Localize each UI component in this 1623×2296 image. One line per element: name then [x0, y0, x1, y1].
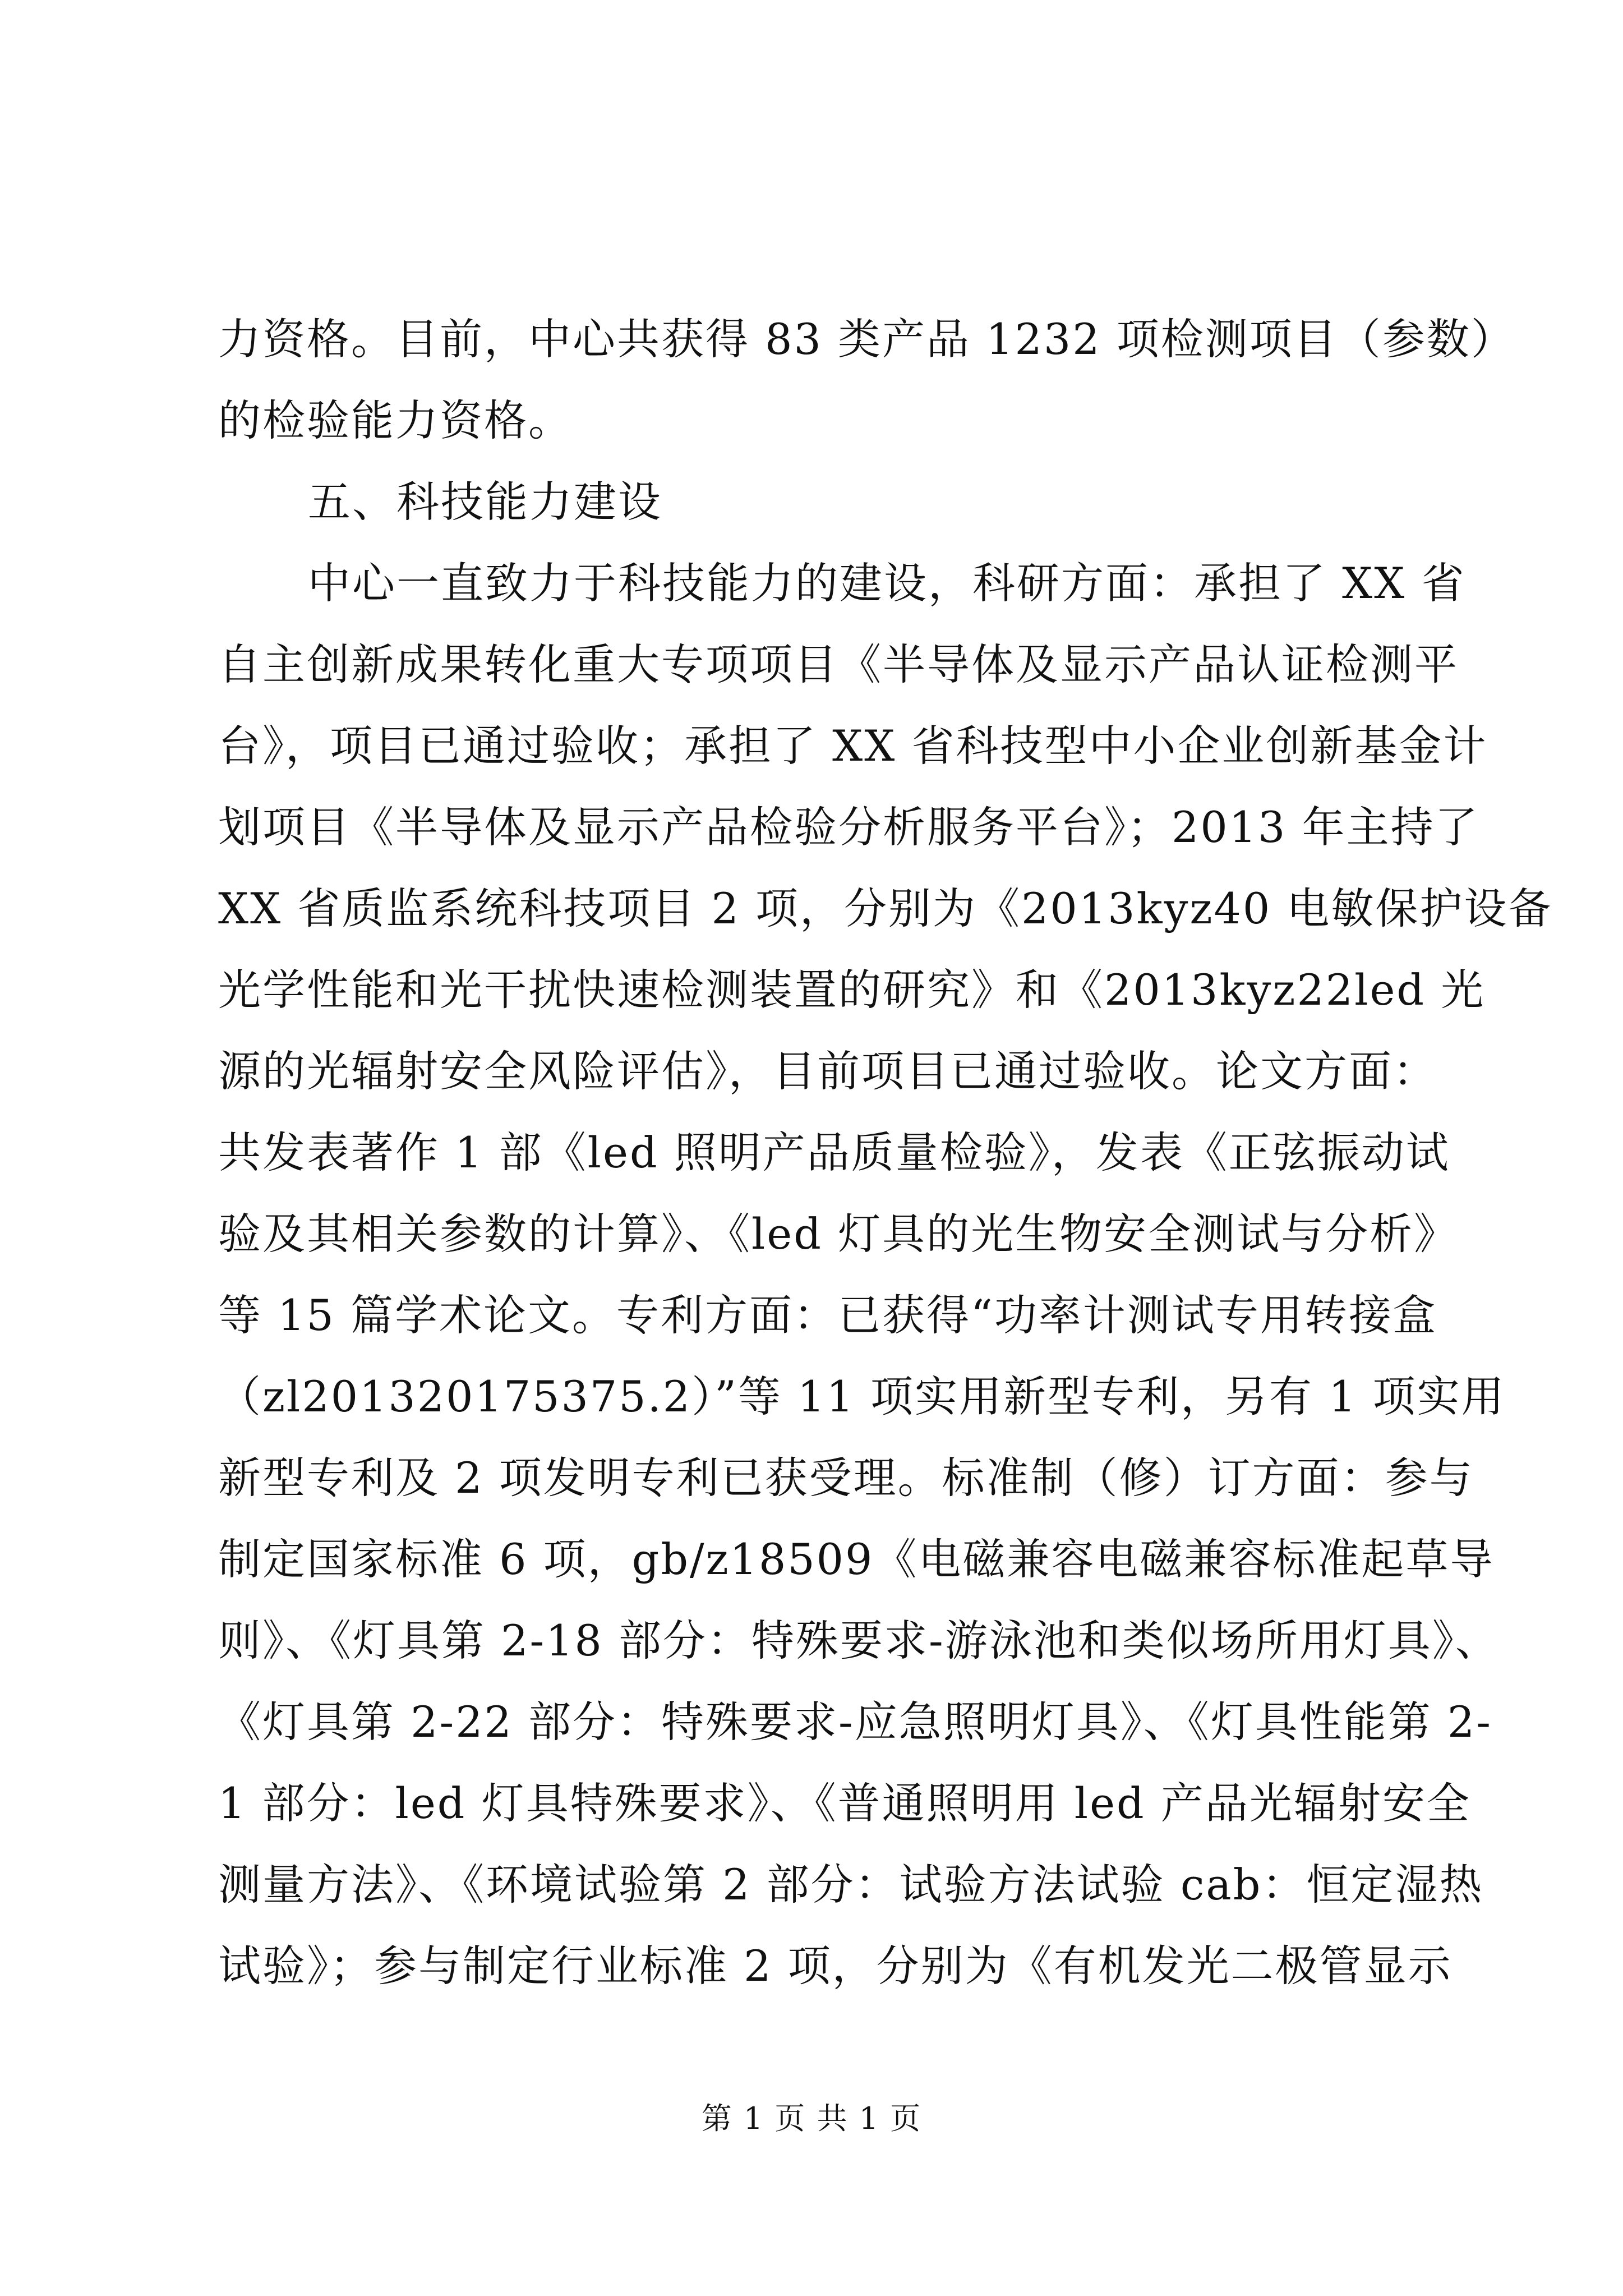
text-line: 源的光辐射安全风险评估》，目前项目已通过验收。论文方面：	[218, 1046, 1437, 1096]
text-line: 新型专利及 2 项发明专利已获受理。标准制（修）订方面：参与	[218, 1453, 1474, 1503]
text-line: （zl201320175375.2）”等 11 项实用新型专利，另有 1 项实用	[218, 1372, 1506, 1421]
text-line: 划项目《半导体及显示产品检验分析服务平台》；2013 年主持了	[218, 802, 1479, 852]
text-line: 的检验能力资格。	[218, 395, 573, 445]
text-line: 中心一直致力于科技能力的建设，科研方面：承担了 XX 省	[308, 558, 1466, 608]
text-line: XX 省质监系统科技项目 2 项，分别为《2013kyz40 电敏保护设备	[218, 884, 1553, 933]
text-line: 等 15 篇学术论文。专利方面：已获得“功率计测试专用转接盒	[218, 1290, 1437, 1340]
text-line: 共发表著作 1 部《led 照明产品质量检验》，发表《正弦振动试	[218, 1128, 1450, 1177]
text-line: 试验》；参与制定行业标准 2 项，分别为《有机发光二极管显示	[218, 1941, 1453, 1991]
text-line: 制定国家标准 6 项，gb/z18509《电磁兼容电磁兼容标准起草导	[218, 1534, 1495, 1584]
text-line: 台》，项目已通过验收；承担了 XX 省科技型中小企业创新基金计	[218, 721, 1488, 771]
text-line: 自主创新成果转化重大专项项目《半导体及显示产品认证检测平	[218, 639, 1459, 689]
text-line: 《灯具第 2-22 部分：特殊要求-应急照明灯具》、《灯具性能第 2-	[218, 1697, 1492, 1747]
page-number-footer: 第 1 页 共 1 页	[701, 2101, 922, 2136]
text-line: 1 部分：led 灯具特殊要求》、《普通照明用 led 产品光辐射安全	[218, 1778, 1471, 1828]
text-line: 光学性能和光干扰快速检测装置的研究》和《2013kyz22led 光	[218, 965, 1486, 1015]
section-heading: 五、科技能力建设	[308, 477, 662, 527]
text-line: 力资格。目前，中心共获得 83 类产品 1232 项检测项目（参数）	[218, 314, 1515, 364]
text-line: 测量方法》、《环境试验第 2 部分：试验方法试验 cab：恒定湿热	[218, 1860, 1484, 1910]
text-line: 则》、《灯具第 2-18 部分：特殊要求-游泳池和类似场所用灯具》、	[218, 1616, 1500, 1665]
text-line: 验及其相关参数的计算》、《led 灯具的光生物安全测试与分析》	[218, 1209, 1459, 1259]
